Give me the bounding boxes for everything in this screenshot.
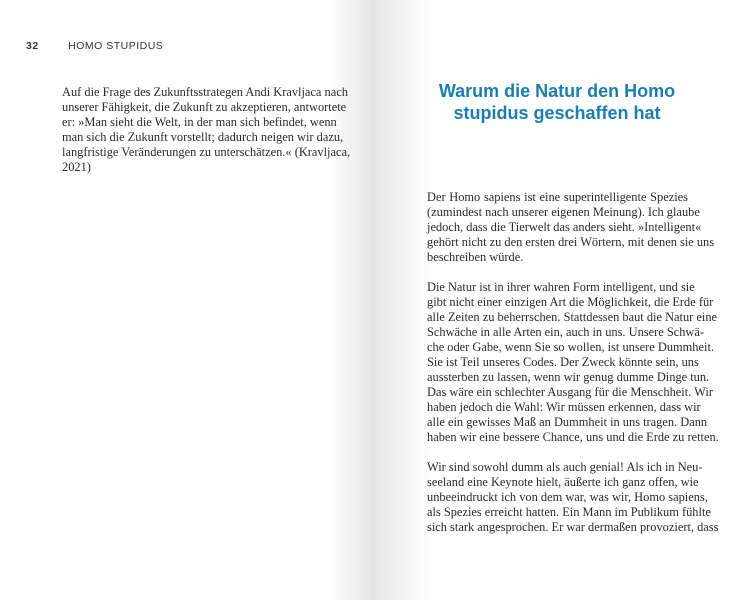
- text-line: unserer Fähigkeit, die Zukunft zu akzeptieren, antwortete: [62, 100, 347, 114]
- text-line: che oder Gabe, wenn Sie so wollen, ist unsere Dummheit.: [427, 340, 714, 354]
- paragraph: [427, 190, 715, 265]
- left-paragraph: [62, 85, 351, 175]
- chapter-title: [427, 80, 687, 124]
- text-line: 2021): [62, 160, 91, 174]
- text-line: haben jedoch die Wahl: Wir müssen erkennen, dass wir: [427, 400, 701, 414]
- running-head-title: HOMO STUPIDUS: [68, 40, 164, 52]
- text-line: man sich die Zukunft vorstellt; dadurch neigen wir dazu,: [62, 130, 344, 144]
- right-body-text: [427, 190, 719, 550]
- text-line: gehört nicht zu den ersten drei Wörtern, mit denen sie uns: [427, 235, 715, 249]
- text-line: beschreiben würde.: [427, 250, 524, 264]
- text-line: Schwäche in alle Arten ein, auch in uns. Unsere Schwä-: [427, 325, 704, 339]
- title-line: Warum die Natur den Homo: [438, 81, 676, 101]
- text-line: Sie ist Teil unseres Codes. Der Zweck könnte sein, uns: [427, 355, 699, 369]
- text-line: seeland eine Keynote hielt, äußerte ich ganz offen, wie: [427, 475, 699, 489]
- text-line: er: »Man sieht die Welt, in der man sich befindet, wenn: [62, 115, 337, 129]
- text-line: unbeeindruckt ich von dem war, was wir, Homo sapiens,: [427, 490, 708, 504]
- text-line: Wir sind sowohl dumm als auch genial! Als ich in Neu-: [427, 460, 703, 474]
- page-number: 32: [26, 40, 39, 52]
- text-line: als Spezies erreicht hatten. Ein Mann im Publikum fühlte: [427, 505, 711, 519]
- text-line: sich stark angesprochen. Er war dermaßen provoziert, dass: [427, 520, 719, 534]
- text-line: haben wir eine bessere Chance, uns und die Erde zu retten.: [427, 430, 719, 444]
- running-header: [26, 40, 163, 52]
- text-line: alle Zeiten zu beherrschen. Stattdessen baut die Natur eine: [427, 310, 718, 324]
- paragraph: [427, 280, 719, 445]
- text-line: jedoch, dass die Tierwelt das anders sieht. »Intelligent«: [427, 220, 702, 234]
- title-line: stupidus geschaffen hat: [453, 103, 661, 123]
- text-line: (zumindest nach unserer eigenen Meinung). Ich glaube: [427, 205, 700, 219]
- text-line: Die Natur ist in ihrer wahren Form intelligent, und sie: [427, 280, 695, 294]
- left-page: [0, 0, 375, 600]
- text-line: Der Homo sapiens ist eine superintelligente Spezies: [427, 190, 688, 204]
- right-page: [375, 0, 751, 600]
- text-line: aussterben zu lassen, wenn wir genug dumme Dinge tun.: [427, 370, 710, 384]
- text-line: alle ein gewisses Maß an Dummheit in uns tragen. Dann: [427, 415, 708, 429]
- text-line: Auf die Frage des Zukunftsstrategen Andi Kravljaca nach: [62, 85, 348, 99]
- text-line: Das wäre ein schlechter Ausgang für die Menschheit. Wir: [427, 385, 713, 399]
- text-line: langfristige Veränderungen zu unterschätzen.« (Kravljaca,: [62, 145, 351, 159]
- text-line: gibt nicht einer einzigen Art die Möglichkeit, die Erde für: [427, 295, 714, 309]
- paragraph: [427, 460, 719, 535]
